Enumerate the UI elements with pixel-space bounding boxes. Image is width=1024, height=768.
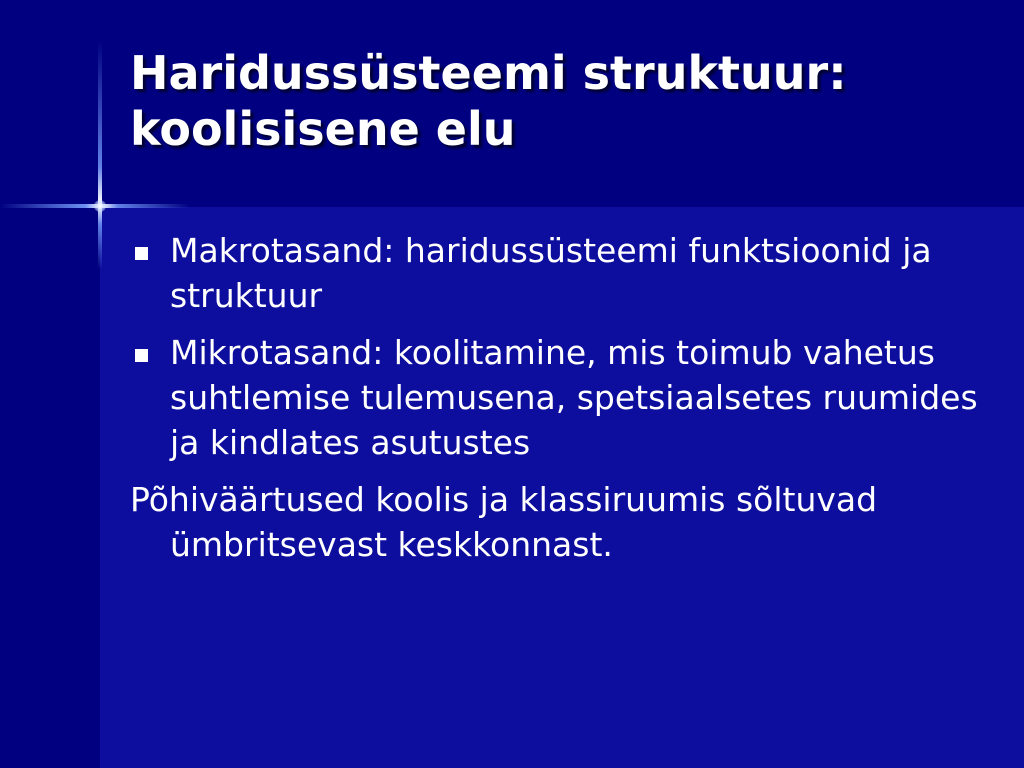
bullet-item-mikrotasand bbox=[130, 330, 980, 465]
square-bullet-icon bbox=[135, 247, 148, 260]
left-band bbox=[0, 207, 100, 768]
square-bullet-icon bbox=[135, 349, 148, 362]
bullet-text: Makrotasand: haridussüsteemi funktsioonid ja struktuur bbox=[170, 231, 932, 315]
bullet-list bbox=[130, 228, 980, 465]
bullet-item-makrotasand bbox=[130, 228, 980, 318]
sparkle-center bbox=[94, 200, 106, 212]
sparkle-cross-vertical bbox=[98, 40, 102, 270]
bullet-text: Mikrotasand: koolitamine, mis toimub vahetus suhtlemise tulemusena, spetsiaalsetes ruumides ja kindlates asutustes bbox=[170, 333, 978, 462]
slide-title: Haridussüsteemi struktuur: koolisisene elu bbox=[130, 46, 847, 156]
slide-body bbox=[130, 228, 980, 567]
summary-paragraph: Põhiväärtused koolis ja klassiruumis sõltuvad ümbritsevast keskkonnast. bbox=[130, 480, 878, 564]
